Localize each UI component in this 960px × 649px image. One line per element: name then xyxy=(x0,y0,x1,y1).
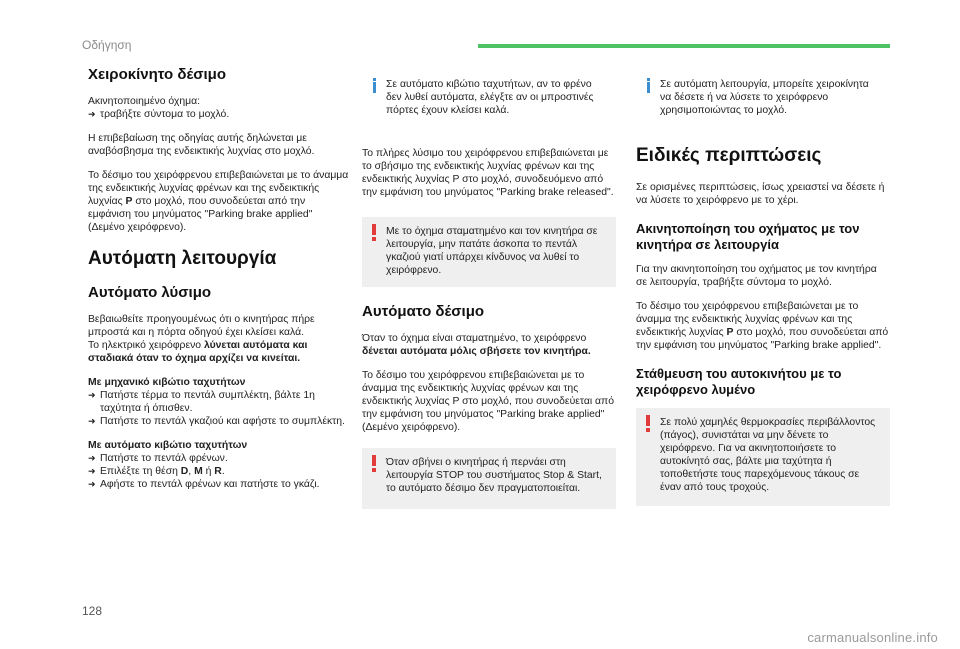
watermark: carmanualsonline.info xyxy=(807,630,938,645)
warning-text: Όταν σβήνει ο κινητήρας ή περνάει στη λειτουργία STOP του συστήματος Stop & Start, το αυτόματο δέσιμο δεν πραγματοποιείται. xyxy=(386,457,602,494)
warning-icon xyxy=(369,224,379,242)
list-item xyxy=(88,108,350,121)
paragraph: Ακινητοποιημένο όχημα: xyxy=(88,96,200,107)
warning-icon xyxy=(369,455,379,473)
heading-auto-release: Αυτόματο λύσιμο xyxy=(88,284,212,301)
column-middle xyxy=(362,70,616,525)
warning-note xyxy=(362,448,616,509)
info-text: Σε αυτόματο κιβώτιο ταχυτήτων, αν το φρένο δεν λυθεί αυτόματα, ελέγξτε αν οι μπροστινές πόρτες έχουν κλείσει καλά. xyxy=(386,79,594,116)
column-left xyxy=(88,66,350,491)
paragraph: Σε ορισμένες περιπτώσεις, ίσως χρειαστεί να δέσετε ή να λύσετε το χειρόφρενο με το χέρι. xyxy=(636,182,885,206)
list-item xyxy=(88,452,350,465)
warning-note xyxy=(362,217,616,287)
heading-parking-released: Στάθμευση του αυτοκινήτου με το χειρόφρενο λυμένο xyxy=(636,366,842,397)
paragraph: Όταν το όχημα είναι σταματημένο, το χειρόφρενο δένεται αυτόματα μόλις σβήσετε τον κινητήρα. xyxy=(362,333,591,357)
list-item-text: Επιλέξτε τη θέση D, M ή R. xyxy=(100,466,225,477)
heading-automatic-mode: Αυτόματη λειτουργία xyxy=(88,248,277,269)
info-note xyxy=(362,70,616,127)
arrow-icon: ➜ xyxy=(88,416,96,426)
arrow-icon: ➜ xyxy=(88,390,96,400)
list-item-text: Πατήστε τέρμα το πεντάλ συμπλέκτη, βάλτε 1η ταχύτητα ή όπισθεν. xyxy=(100,390,315,414)
header-accent-line xyxy=(478,44,890,48)
info-icon xyxy=(370,78,380,94)
subheading-manual-gearbox: Με μηχανικό κιβώτιο ταχυτήτων xyxy=(88,377,246,388)
heading-immobilisation: Ακινητοποίηση του οχήματος με τον κινητήρα σε λειτουργία xyxy=(636,221,860,252)
list-item-text: Πατήστε το πεντάλ γκαζιού και αφήστε το συμπλέκτη. xyxy=(100,416,345,427)
list-item xyxy=(88,389,350,415)
subheading-automatic-gearbox: Με αυτόματο κιβώτιο ταχυτήτων xyxy=(88,440,248,451)
heading-auto-apply: Αυτόματο δέσιμο xyxy=(362,303,485,320)
warning-text: Με το όχημα σταματημένο και τον κινητήρα σε λειτουργία, μην πατάτε άσκοπα το πεντάλ γκαζιού γιατί υπάρχει κίνδυνος να λυθεί το χειρόφρενο. xyxy=(386,226,598,276)
paragraph: Το πλήρες λύσιμο του χειρόφρενου επιβεβαιώνεται με το σβήσιμο της ενδεικτικής λυχνίας φρένων και της ενδεικτικής λυχνίας P στο μοχλό, συνοδευόμενο από την εμφάνιση του μηνύματος "Parking brake released". xyxy=(362,148,614,198)
arrow-icon: ➜ xyxy=(88,109,96,119)
paragraph: Για την ακινητοποίηση του οχήματος με τον κινητήρα σε λειτουργία, τραβήξτε σύντομα το μοχλό. xyxy=(636,264,877,288)
paragraph: Το δέσιμο του χειρόφρενου επιβεβαιώνεται με το άναμμα της ενδεικτικής λυχνίας φρένων και της ενδεικτικής λυχνίας P στο μοχλό, που συνοδεύεται από την εμφάνιση του μηνύματος "Parking brake applied" (Δεμένο χειρόφρενο). xyxy=(362,370,614,433)
list-item-text: Πατήστε το πεντάλ φρένων. xyxy=(100,453,228,464)
list-item-text: Αφήστε το πεντάλ φρένων και πατήστε το γκάζι. xyxy=(100,479,320,490)
paragraph: Η επιβεβαίωση της οδηγίας αυτής δηλώνεται με αναβόσβησμα της ενδεικτικής λυχνίας στο μοχλό. xyxy=(88,133,315,157)
list-item xyxy=(88,465,350,478)
column-right xyxy=(636,70,890,522)
heading-manual-apply: Χειροκίνητο δέσιμο xyxy=(88,66,227,83)
info-icon xyxy=(644,78,654,94)
list-item xyxy=(88,478,350,491)
list-item-text: τραβήξτε σύντομα το μοχλό. xyxy=(100,109,230,120)
arrow-icon: ➜ xyxy=(88,479,96,489)
paragraph: Το δέσιμο του χειρόφρενου επιβεβαιώνεται με το άναμμα της ενδεικτικής λυχνίας φρένων και της ενδεικτικής λυχνίας P στο μοχλό, που συνοδεύεται από την εμφάνιση του μηνύματος "Parking brake applied" (Δεμένο χειρόφρενο). xyxy=(88,170,349,233)
arrow-icon: ➜ xyxy=(88,466,96,476)
warning-note xyxy=(636,408,890,506)
section-title: Οδήγηση xyxy=(82,38,132,52)
paragraph: Το δέσιμο του χειρόφρενου επιβεβαιώνεται με το άναμμα της ενδεικτικής λυχνίας φρένων και της ενδεικτικής λυχνίας P στο μοχλό, που συνοδεύεται από την εμφάνιση του μηνύματος "Parking brake applied". xyxy=(636,301,889,351)
warning-text: Σε πολύ χαμηλές θερμοκρασίες περιβάλλοντος (πάγος), συνιστάται να μην δένετε το χειρόφρενο. Για να ακινητοποιήσετε το αυτοκίνητό σας, βάλτε μια ταχύτητα ή τοποθετήστε τους παρεχόμενους τάκους σε έναν από τους τροχούς. xyxy=(660,417,876,493)
warning-icon xyxy=(643,415,653,433)
paragraph: Βεβαιωθείτε προηγουμένως ότι ο κινητήρας πήρε μπροστά και η πόρτα οδηγού έχει κλείσει καλά. Το ηλεκτρικό χειρόφρενο λύνεται αυτόματα και σταδιακά όταν το όχημα αρχίζει να κινείται. xyxy=(88,314,315,364)
page-number: 128 xyxy=(82,604,103,618)
list-item xyxy=(88,415,350,428)
info-text: Σε αυτόματη λειτουργία, μπορείτε χειροκίνητα να δέσετε ή να λύσετε το χειρόφρενο χρησιμοποιώντας το μοχλό. xyxy=(660,79,869,116)
info-note xyxy=(636,70,890,127)
arrow-icon: ➜ xyxy=(88,453,96,463)
heading-special-cases: Ειδικές περιπτώσεις xyxy=(636,145,822,166)
